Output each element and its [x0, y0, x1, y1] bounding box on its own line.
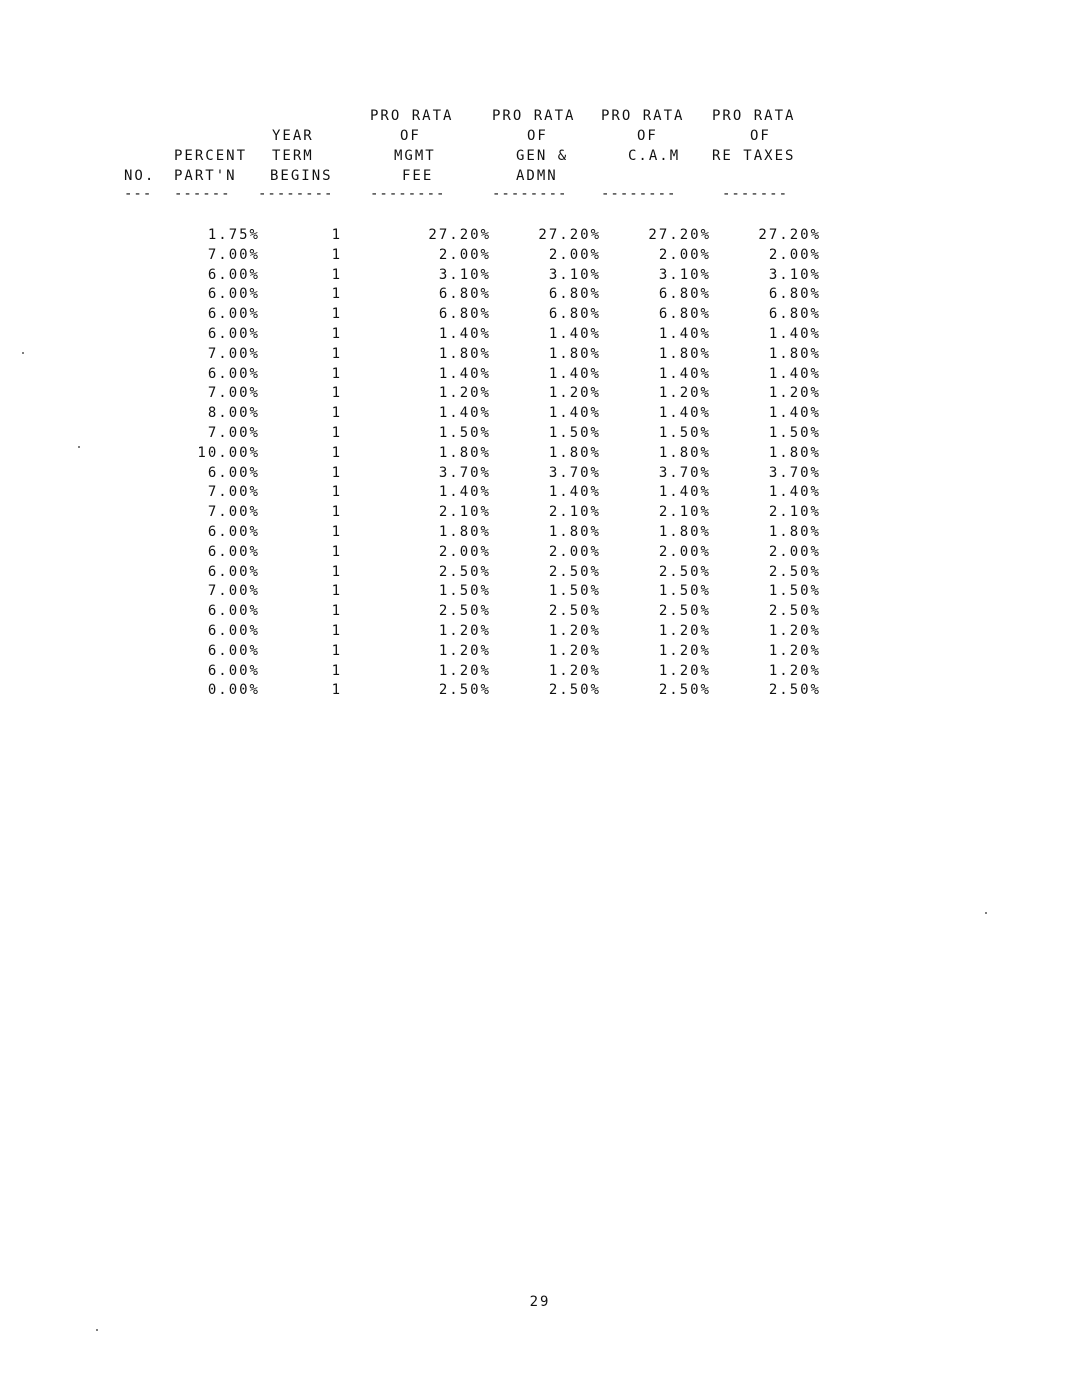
header-year-line3: BEGINS [270, 168, 333, 184]
cell-percent: 7.00% [207, 484, 260, 501]
cell-percent: 6.00% [207, 266, 260, 283]
table-row [0, 266, 1065, 286]
cell-cam: 1.80% [658, 523, 711, 540]
cell-year: 1 [331, 365, 342, 382]
cell-cam: 1.50% [658, 583, 711, 600]
cell-year: 1 [331, 306, 342, 323]
table-row [0, 464, 1065, 484]
separator-cam: -------- [601, 186, 677, 202]
cell-mgmt-fee: 2.50% [438, 603, 491, 620]
cell-re-taxes: 1.40% [768, 325, 821, 342]
cell-cam: 2.50% [658, 682, 711, 699]
header-gen-line1: PRO RATA [492, 108, 576, 124]
cell-cam: 1.40% [658, 484, 711, 501]
header-cam-line1: PRO RATA [601, 108, 685, 124]
cell-cam: 1.20% [658, 642, 711, 659]
scan-speck [96, 1329, 98, 1331]
cell-year: 1 [331, 464, 342, 481]
header-gen-line4: ADMN [516, 168, 558, 184]
cell-mgmt-fee: 1.40% [438, 405, 491, 422]
table-row [0, 285, 1065, 305]
cell-gen-admn: 1.20% [548, 622, 601, 639]
cell-mgmt-fee: 1.20% [438, 662, 491, 679]
cell-cam: 1.20% [658, 662, 711, 679]
cell-percent: 7.00% [207, 424, 260, 441]
cell-gen-admn: 1.80% [548, 444, 601, 461]
cell-year: 1 [331, 642, 342, 659]
cell-mgmt-fee: 1.80% [438, 345, 491, 362]
cell-gen-admn: 1.80% [548, 523, 601, 540]
cell-gen-admn: 1.40% [548, 405, 601, 422]
cell-re-taxes: 1.80% [768, 444, 821, 461]
table-row [0, 563, 1065, 583]
cell-year: 1 [331, 682, 342, 699]
table-row [0, 365, 1065, 385]
cell-year: 1 [331, 523, 342, 540]
cell-cam: 1.20% [658, 622, 711, 639]
separator-gen: -------- [492, 186, 568, 202]
cell-mgmt-fee: 2.10% [438, 504, 491, 521]
cell-re-taxes: 1.20% [768, 385, 821, 402]
cell-gen-admn: 1.50% [548, 583, 601, 600]
cell-re-taxes: 1.20% [768, 662, 821, 679]
cell-re-taxes: 2.50% [768, 563, 821, 580]
cell-percent: 8.00% [207, 405, 260, 422]
cell-cam: 3.70% [658, 464, 711, 481]
cell-cam: 1.40% [658, 325, 711, 342]
cell-percent: 1.75% [207, 227, 260, 243]
cell-year: 1 [331, 583, 342, 600]
header-percent-line1: PERCENT [174, 148, 248, 164]
cell-year: 1 [331, 543, 342, 560]
table-row [0, 345, 1065, 365]
cell-cam: 2.00% [658, 246, 711, 263]
cell-cam: 2.50% [658, 563, 711, 580]
cell-gen-admn: 6.80% [548, 306, 601, 323]
cell-cam: 6.80% [658, 306, 711, 323]
table-row [0, 622, 1065, 642]
table-row [0, 483, 1065, 503]
cell-re-taxes: 1.20% [768, 642, 821, 659]
page-number: 29 [529, 1294, 551, 1310]
cell-mgmt-fee: 1.50% [438, 424, 491, 441]
cell-cam: 1.40% [658, 405, 711, 422]
cell-cam: 3.10% [658, 266, 711, 283]
cell-year: 1 [331, 286, 342, 303]
header-mgmt-line3: MGMT [394, 148, 436, 164]
cell-year: 1 [331, 603, 342, 620]
header-mgmt-line4: FEE [402, 168, 434, 184]
table-row [0, 681, 1065, 701]
cell-mgmt-fee: 27.20% [428, 227, 491, 243]
cell-percent: 6.00% [207, 662, 260, 679]
separator-year: -------- [258, 186, 334, 202]
cell-mgmt-fee: 6.80% [438, 306, 491, 323]
cell-percent: 7.00% [207, 246, 260, 263]
cell-year: 1 [331, 227, 342, 243]
cell-year: 1 [331, 563, 342, 580]
cell-re-taxes: 1.40% [768, 405, 821, 422]
header-mgmt-line1: PRO RATA [370, 108, 454, 124]
header-no: NO. [124, 168, 156, 184]
cell-cam: 2.10% [658, 504, 711, 521]
cell-mgmt-fee: 1.80% [438, 444, 491, 461]
cell-mgmt-fee: 1.80% [438, 523, 491, 540]
header-cam-line3: C.A.M [628, 148, 681, 164]
cell-year: 1 [331, 444, 342, 461]
cell-cam: 1.80% [658, 345, 711, 362]
header-taxes-line3: RE TAXES [712, 148, 796, 164]
cell-gen-admn: 1.20% [548, 662, 601, 679]
cell-mgmt-fee: 2.50% [438, 682, 491, 699]
table-row [0, 325, 1065, 345]
cell-percent: 6.00% [207, 523, 260, 540]
cell-mgmt-fee: 2.00% [438, 543, 491, 560]
table-row [0, 642, 1065, 662]
table-row [0, 384, 1065, 404]
cell-gen-admn: 1.50% [548, 424, 601, 441]
table-row [0, 424, 1065, 444]
separator-taxes: ------- [722, 186, 789, 202]
header-mgmt-line2: OF [400, 128, 421, 144]
cell-re-taxes: 1.40% [768, 365, 821, 382]
cell-cam: 2.00% [658, 543, 711, 560]
cell-gen-admn: 3.70% [548, 464, 601, 481]
header-taxes-line2: OF [750, 128, 771, 144]
cell-percent: 6.00% [207, 464, 260, 481]
cell-year: 1 [331, 246, 342, 263]
cell-gen-admn: 2.50% [548, 682, 601, 699]
cell-percent: 6.00% [207, 603, 260, 620]
cell-re-taxes: 3.70% [768, 464, 821, 481]
cell-percent: 0.00% [207, 682, 260, 699]
header-year-line1: YEAR [272, 128, 314, 144]
scan-speck [985, 912, 987, 914]
cell-re-taxes: 27.20% [758, 227, 821, 243]
cell-cam: 1.80% [658, 444, 711, 461]
table-row [0, 226, 1065, 246]
cell-re-taxes: 2.50% [768, 603, 821, 620]
table-body [0, 226, 1065, 701]
header-gen-line3: GEN & [516, 148, 569, 164]
cell-mgmt-fee: 3.70% [438, 464, 491, 481]
header-cam-line2: OF [637, 128, 658, 144]
table-row [0, 503, 1065, 523]
cell-year: 1 [331, 385, 342, 402]
cell-gen-admn: 2.00% [548, 543, 601, 560]
cell-cam: 1.50% [658, 424, 711, 441]
cell-gen-admn: 1.80% [548, 345, 601, 362]
cell-percent: 6.00% [207, 642, 260, 659]
cell-re-taxes: 2.00% [768, 246, 821, 263]
table-row [0, 523, 1065, 543]
cell-mgmt-fee: 2.00% [438, 246, 491, 263]
cell-gen-admn: 1.20% [548, 642, 601, 659]
separator-mgmt: -------- [370, 186, 446, 202]
cell-percent: 7.00% [207, 345, 260, 362]
cell-cam: 6.80% [658, 286, 711, 303]
cell-percent: 10.00% [197, 444, 260, 461]
cell-percent: 6.00% [207, 365, 260, 382]
cell-cam: 1.40% [658, 365, 711, 382]
cell-percent: 6.00% [207, 622, 260, 639]
cell-percent: 6.00% [207, 325, 260, 342]
cell-re-taxes: 1.80% [768, 523, 821, 540]
cell-gen-admn: 1.40% [548, 365, 601, 382]
table-row [0, 662, 1065, 682]
cell-cam: 2.50% [658, 603, 711, 620]
header-year-line2: TERM [272, 148, 314, 164]
cell-year: 1 [331, 266, 342, 283]
cell-year: 1 [331, 662, 342, 679]
table-row [0, 444, 1065, 464]
table-row [0, 582, 1065, 602]
cell-re-taxes: 1.50% [768, 424, 821, 441]
cell-year: 1 [331, 424, 342, 441]
cell-mgmt-fee: 1.50% [438, 583, 491, 600]
cell-mgmt-fee: 1.40% [438, 365, 491, 382]
table-row [0, 305, 1065, 325]
separator-no: --- [124, 186, 153, 202]
cell-percent: 7.00% [207, 504, 260, 521]
cell-re-taxes: 1.80% [768, 345, 821, 362]
cell-gen-admn: 1.40% [548, 484, 601, 501]
header-percent-line2: PART'N [174, 168, 237, 184]
cell-re-taxes: 2.50% [768, 682, 821, 699]
scan-speck [22, 352, 24, 354]
cell-mgmt-fee: 1.40% [438, 325, 491, 342]
table-row [0, 246, 1065, 266]
cell-year: 1 [331, 484, 342, 501]
cell-year: 1 [331, 325, 342, 342]
cell-gen-admn: 6.80% [548, 286, 601, 303]
cell-mgmt-fee: 1.20% [438, 642, 491, 659]
cell-re-taxes: 1.40% [768, 484, 821, 501]
cell-mgmt-fee: 3.10% [438, 266, 491, 283]
cell-percent: 6.00% [207, 543, 260, 560]
cell-percent: 7.00% [207, 385, 260, 402]
cell-gen-admn: 1.20% [548, 385, 601, 402]
cell-gen-admn: 2.10% [548, 504, 601, 521]
table-row [0, 543, 1065, 563]
separator-percent: ------ [174, 186, 231, 202]
cell-re-taxes: 6.80% [768, 306, 821, 323]
cell-mgmt-fee: 1.20% [438, 385, 491, 402]
cell-gen-admn: 2.50% [548, 563, 601, 580]
cell-re-taxes: 2.00% [768, 543, 821, 560]
cell-gen-admn: 2.50% [548, 603, 601, 620]
cell-mgmt-fee: 2.50% [438, 563, 491, 580]
cell-percent: 6.00% [207, 306, 260, 323]
cell-percent: 6.00% [207, 563, 260, 580]
cell-mgmt-fee: 6.80% [438, 286, 491, 303]
cell-gen-admn: 3.10% [548, 266, 601, 283]
cell-cam: 27.20% [648, 227, 711, 243]
table-row [0, 602, 1065, 622]
cell-re-taxes: 1.20% [768, 622, 821, 639]
table-row [0, 404, 1065, 424]
cell-mgmt-fee: 1.20% [438, 622, 491, 639]
cell-year: 1 [331, 504, 342, 521]
scan-speck [78, 446, 80, 448]
cell-cam: 1.20% [658, 385, 711, 402]
cell-gen-admn: 1.40% [548, 325, 601, 342]
cell-gen-admn: 2.00% [548, 246, 601, 263]
cell-percent: 6.00% [207, 286, 260, 303]
cell-gen-admn: 27.20% [538, 227, 601, 243]
header-taxes-line1: PRO RATA [712, 108, 796, 124]
cell-year: 1 [331, 345, 342, 362]
cell-mgmt-fee: 1.40% [438, 484, 491, 501]
cell-percent: 7.00% [207, 583, 260, 600]
header-gen-line2: OF [527, 128, 548, 144]
cell-year: 1 [331, 405, 342, 422]
cell-re-taxes: 6.80% [768, 286, 821, 303]
cell-re-taxes: 1.50% [768, 583, 821, 600]
cell-re-taxes: 3.10% [768, 266, 821, 283]
cell-re-taxes: 2.10% [768, 504, 821, 521]
cell-year: 1 [331, 622, 342, 639]
